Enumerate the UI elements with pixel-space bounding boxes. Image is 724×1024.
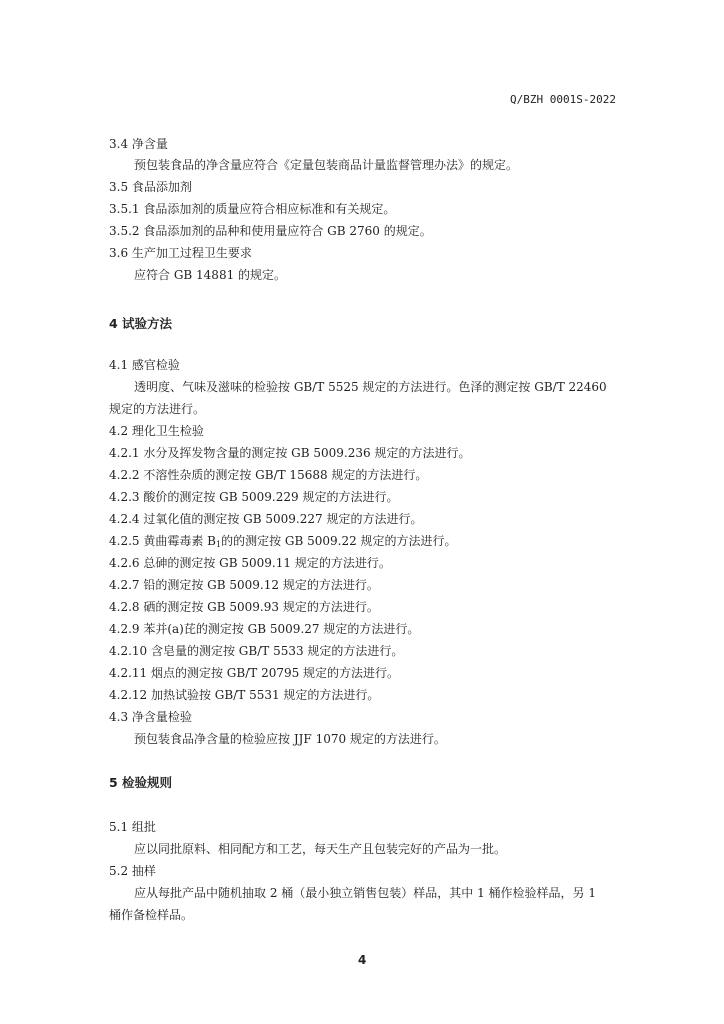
section-4-2-5 xyxy=(109,534,457,548)
section-4-2-8: 4.2.8 硒的测定按 GB 5009.93 规定的方法进行。 xyxy=(109,600,379,614)
section-4-2-6: 4.2.6 总砷的测定按 GB 5009.11 规定的方法进行。 xyxy=(109,556,391,570)
doc-code: Q/BZH 0001S-2022 xyxy=(510,93,616,106)
section-4-3: 4.3 净含量检验 xyxy=(109,710,192,724)
section-4-2-11: 4.2.11 烟点的测定按 GB/T 20795 规定的方法进行。 xyxy=(109,666,400,680)
paragraph: 预包装食品净含量的检验应按 JJF 1070 规定的方法进行。 xyxy=(134,732,446,746)
section-4-2-12: 4.2.12 加热试验按 GB/T 5531 规定的方法进行。 xyxy=(109,688,380,702)
text-part: 的的测定按 GB 5009.22 规定的方法进行。 xyxy=(221,534,457,548)
section-3-5-1: 3.5.1 食品添加剂的质量应符合相应标准和有关规定。 xyxy=(109,202,396,216)
section-4-2-10: 4.2.10 含皂量的测定按 GB/T 5533 规定的方法进行。 xyxy=(109,644,404,658)
paragraph: 透明度、气味及滋味的检验按 GB/T 5525 规定的方法进行。色泽的测定按 GB/T 22460 xyxy=(134,380,607,394)
chapter-4-heading: 4 试验方法 xyxy=(109,316,173,331)
section-5-1: 5.1 组批 xyxy=(109,820,156,834)
text-part: 4.2.5 黄曲霉毒素 B xyxy=(109,534,216,548)
chapter-5-heading: 5 检验规则 xyxy=(109,775,173,790)
section-4-2-4: 4.2.4 过氧化值的测定按 GB 5009.227 规定的方法进行。 xyxy=(109,512,423,526)
page-number: 4 xyxy=(358,953,367,967)
paragraph-continuation: 桶作备检样品。 xyxy=(109,908,194,922)
section-5-2: 5.2 抽样 xyxy=(109,864,156,878)
section-3-6: 3.6 生产加工过程卫生要求 xyxy=(109,246,252,260)
section-3-4: 3.4 净含量 xyxy=(109,137,168,151)
paragraph: 预包装食品的净含量应符合《定量包装商品计量监督管理办法》的规定。 xyxy=(134,158,519,172)
paragraph: 应以同批原料、相同配方和工艺，每天生产且包装完好的产品为一批。 xyxy=(134,842,507,856)
paragraph-continuation: 规定的方法进行。 xyxy=(109,402,206,416)
section-4-2-2: 4.2.2 不溶性杂质的测定按 GB/T 15688 规定的方法进行。 xyxy=(109,468,428,482)
section-4-2: 4.2 理化卫生检验 xyxy=(109,424,204,438)
section-3-5-2: 3.5.2 食品添加剂的品种和使用量应符合 GB 2760 的规定。 xyxy=(109,224,432,238)
paragraph: 应从每批产品中随机抽取 2 桶（最小独立销售包装）样品，其中 1 桶作检验样品，另 1 xyxy=(134,886,596,900)
paragraph: 应符合 GB 14881 的规定。 xyxy=(134,268,287,282)
section-4-2-9: 4.2.9 苯并(a)芘的测定按 GB 5009.27 规定的方法进行。 xyxy=(109,622,420,636)
subscript: 1 xyxy=(215,540,222,549)
section-4-2-1: 4.2.1 水分及挥发物含量的测定按 GB 5009.236 规定的方法进行。 xyxy=(109,446,471,460)
section-4-1: 4.1 感官检验 xyxy=(109,358,180,372)
section-4-2-3: 4.2.3 酸价的测定按 GB 5009.229 规定的方法进行。 xyxy=(109,490,399,504)
section-4-2-7: 4.2.7 铅的测定按 GB 5009.12 规定的方法进行。 xyxy=(109,578,379,592)
section-3-5: 3.5 食品添加剂 xyxy=(109,180,192,194)
